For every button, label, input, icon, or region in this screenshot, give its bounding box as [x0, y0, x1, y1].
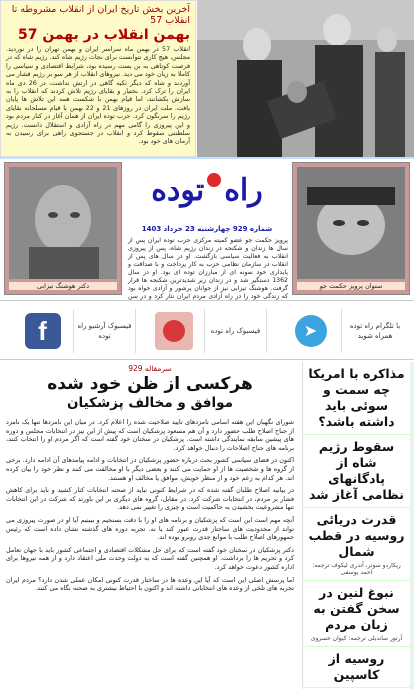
band-text: پرویز حکمت جو عضو کمیته مرکزی حزب توده ایران پس از سال ها زندان و شکنجه در زندان رژیم شاه، پس از پیروزی انقلاب به فعالیت سیاسی بازگشت. او در سال های پس از انقلاب در سازمان نظامی حزب به کار پرداخت و با صداقت و پایداری خود نمونه ای از مبارزان توده ای بود. او در سال 1362 دستگیر شد و در زندان زیر شدیدترین شکنجه ها قرار گرفت. هوشنگ تیزابی نیز از جوانان پرشور و آزادی خواه بود که زندگی خود را در راه آزادی مردم ایران نثار کرد و در سن — [128, 237, 288, 300]
rose-image-icon — [155, 312, 193, 350]
telegram-join-text[interactable]: با تلگرام راه توده همراه شوید — [349, 322, 401, 340]
editorial-subtitle: موافق و مخالف پزشکیان — [67, 395, 233, 411]
facebook-link-text[interactable]: فیسبوک راه توده — [205, 309, 267, 353]
portrait-left-image — [9, 167, 117, 279]
sidebar-headline: روسیه از کاسپین — [328, 651, 385, 682]
logo-word-right: راه — [224, 173, 263, 208]
sidebar-headline: قدرت دریائی روسیه در قطب شمال — [308, 512, 405, 559]
feature-box — [0, 0, 196, 157]
archive-link-text[interactable]: فیسبوک آرشیو راه توده — [74, 309, 136, 353]
social-links-bar — [0, 300, 414, 360]
sidebar-item[interactable] — [303, 581, 410, 647]
section-label: سرمقاله 929 — [128, 364, 172, 373]
portrait-right — [292, 162, 410, 295]
sidebar — [302, 362, 414, 689]
sidebar-byline: آرتور ساندیلی ترجمه: کیوان خسروی — [310, 635, 403, 642]
masthead-band — [0, 157, 414, 300]
sidebar-headline: نبوغ لنین در سخن گفتن به زبان مردم — [313, 585, 400, 632]
facebook-link[interactable] — [12, 309, 74, 353]
editorial-paragraph: آنچه مهم است این است که پزشکیان و برنامه های او را با دقت بسنجیم و ببینیم آیا او در صورت پیروزی می تواند از محدودیت های ساختار قدرت عبور کند یا نه. تجربه دوره های گذشته نشان داده است که رئیس جمهورهای اصلاح طلب با موانع جدی روبرو بوده اند. — [6, 515, 294, 542]
sidebar-byline: ریکاردو سوتر، آندری لیکوف ترجمه: احمد یوسفی — [312, 562, 401, 576]
rose-link[interactable] — [143, 309, 205, 353]
editorial-paragraph: شورای نگهبان این هفته اسامی نامزدهای تایید صلاحیت شده را اعلام کرد. در میان این نامزدها تنها یک نامزد از جناح اصلاح طلب حضور دارد و آن هم مسعود پزشکیان است که پیش از این نیز در انتخابات مجلس و دوره های پیشین سابقه نمایندگی داشته است. پزشکیان در سخنان خود گفته است که اگر مردم او را انتخاب کنند، برنامه های جناح اصلاحات را دنبال خواهد کرد. — [6, 418, 294, 452]
editorial — [0, 362, 300, 689]
sidebar-headline: مذاکره با امریکا چه سمت و سوئی باید داشته باشد؟ — [308, 366, 405, 429]
portrait-right-svg — [297, 167, 405, 279]
sidebar-headline: سقوط رژیم شاه از پادگانهای نظامی آغاز شد — [309, 439, 404, 502]
feature-body: انقلاب 57 در بهمن ماه سراسر ایران و بهمن تهران را در نوردید. مجلس، هیچ کاری نتوانست برای نجات رژیم شاه کند. رژیم شاه که در فرصت کوتاهی به بن بست رسیده بود، شرایط اقتصادی و سیاسی را کاملا به زیان خود می دید. نیروهای انقلاب از هر سو بر رژیم فشار می آوردند و شاه که دیگر تکیه گاهی در ارتش نداشت، در 26 دی ماه ایران را ترک کرد. بختیار و بقایای رژیم تلاش کردند که انقلاب را به سازش بکشانند، اما قیام بهمن با شکست همه این تلاش ها پایان یافت. ملت ایران در روزهای 21 و 22 بهمن با قیام مسلحانه بقایای رژیم را سرنگون کرد. حزب توده ایران از همان آغاز در کنار مردم بود و این پیروزی را گامی مهم در راه آزادی و استقلال دانست. رژیم سلطنتی سقوط کرد و انقلاب در جستجوی راهی برای رسیدن به آرمان های خود بود. — [6, 45, 190, 146]
editorial-title[interactable]: هرکسی از ظن خود شده — [47, 374, 253, 394]
feature-headline[interactable]: بهمن انقلاب در بهمن 57 — [17, 27, 190, 43]
masthead-logo[interactable] — [124, 163, 290, 223]
sidebar-item[interactable] — [303, 362, 410, 435]
facebook-icon: f — [25, 313, 61, 349]
sidebar-item[interactable] — [303, 647, 410, 688]
feature-kicker: آخرین بخش تاریخ ایران از انقلاب مشروطه تا انقلاب 57 — [11, 4, 190, 26]
historical-photo-image — [197, 0, 414, 157]
editorial-paragraph: اکنون در فضای سیاسی کشور بحث درباره حضور پزشکیان در انتخابات و ادامه پیامدهای آن ادامه دارد. برخی از گروه ها و شخصیت ها از او حمایت می کنند و بعضی دیگر با او مخالفت می کنند و نظر خود را بیان کرده اند. هر کدام به زعم خود و از منظر خویش، موافق یا مخالف او هستند. — [6, 456, 294, 482]
issue-line: شماره 929 چهارشنبه 23 خرداد 1403 — [141, 225, 273, 233]
editorial-paragraph: اما پرسش اصلی این است که آیا این وعده ها در ساختار قدرت کنونی امکان عملی شدن دارد؟ مردم ایران تجربه های تلخی از وعده های انتخاباتی داشته اند و اکنون با احتیاط بیشتری به صحنه نگاه می کنند. — [6, 575, 294, 593]
portrait-left-caption: دکتر هوشنگ تیزابی — [9, 282, 117, 290]
top-section — [0, 0, 414, 157]
portrait-right-caption: ستوان پرویز حکمت جو — [297, 282, 405, 290]
telegram-link[interactable] — [280, 309, 342, 353]
sidebar-item[interactable] — [303, 435, 410, 508]
historical-photo — [197, 0, 414, 157]
sidebar-item[interactable] — [303, 508, 410, 581]
rose-icon — [207, 173, 221, 187]
portrait-left-svg — [9, 167, 117, 279]
portrait-right-image — [297, 167, 405, 279]
portrait-left — [4, 162, 122, 295]
editorial-paragraph: در بیانیه اصلاح طلبان گفته شده که در شرایط کنونی نباید از صحنه انتخابات کنار کشید و باید برای کاهش فشار بر مردم، در انتخابات شرکت کرد. در مقابل، گروه های دیگری بر این باورند که شرکت در این انتخابات تنها مشروعیت بخشیدن به حاکمیت است و چیزی را تغییر نمی دهد. — [6, 486, 294, 512]
editorial-paragraph: دکتر پزشکیان در سخنان خود گفته است که برای حل مشکلات اقتصادی و اجتماعی کشور باید با جهان تعامل کرد و تحریم ها را برداشت. او همچنین گفته است که به دولت وحدت ملی اعتقاد دارد و از همه نیروها برای اداره کشور دعوت خواهد کرد. — [6, 545, 294, 571]
telegram-icon: ➤ — [295, 315, 327, 347]
logo-word-left: توده — [151, 173, 205, 208]
